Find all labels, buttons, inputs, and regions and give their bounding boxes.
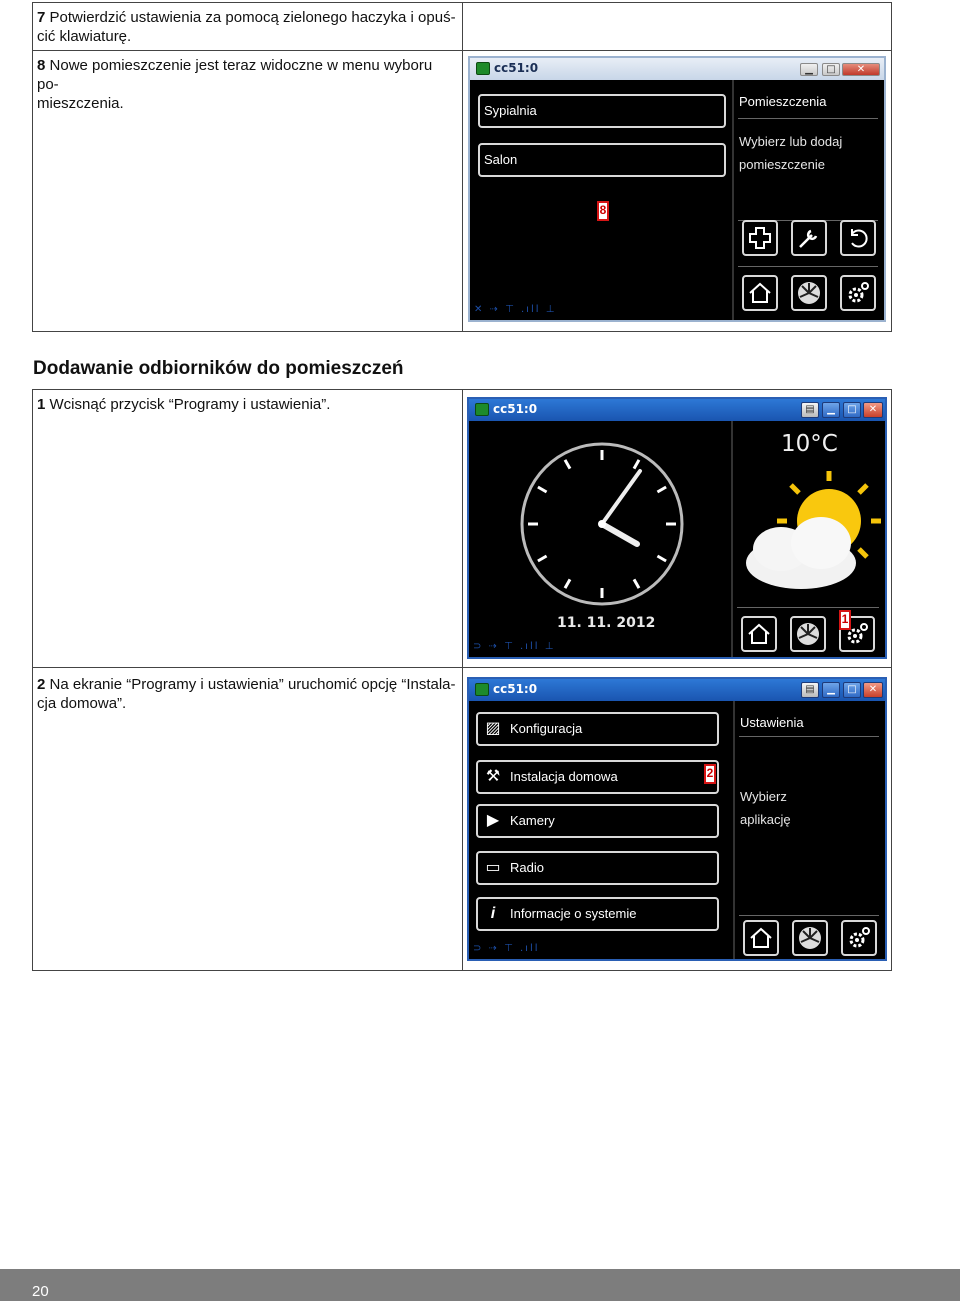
minimize-button[interactable]: ▁ [822, 682, 840, 698]
page-footer [0, 1269, 960, 1301]
clock-tick [538, 487, 547, 492]
settings-panel [733, 701, 885, 959]
info-icon: i [490, 905, 496, 922]
window-title: cc51:0 [493, 402, 538, 416]
menu-informacje-o-systemie[interactable]: i Informacje o systemie [476, 897, 719, 931]
divider [738, 118, 878, 119]
step-2-text: 2 Na ekranie “Programy i ustawienia” uruchomić opcję “Instala- cja domowa”. [37, 676, 456, 712]
divider [739, 915, 879, 916]
printer-icon[interactable]: ▤ [801, 402, 819, 418]
printer-icon[interactable]: ▤ [801, 682, 819, 698]
screen-settings [467, 677, 887, 961]
panel-text: Wybierz aplikację [740, 789, 791, 827]
page-number: 20 [32, 1283, 49, 1300]
panel-title: Pomieszczenia [739, 94, 827, 109]
divider [737, 607, 879, 608]
menu-radio[interactable]: ▭ Radio [476, 851, 719, 885]
maximize-button[interactable]: □ [843, 402, 861, 418]
menu-instalacja-domowa[interactable]: ⚒ Instalacja domowa [476, 760, 719, 794]
plus-icon[interactable] [742, 220, 778, 256]
clock-tick [657, 487, 666, 492]
section-heading: Dodawanie odbiorników do pomieszczeń [33, 358, 404, 379]
room-sypialnia[interactable]: Sypialnia [478, 94, 726, 128]
panel-text: Wybierz lub dodaj pomieszczenie [739, 134, 843, 172]
back-icon[interactable] [840, 220, 876, 256]
status-bar: ⊃ ⇢ ⊤ .ıll ⊥ [473, 641, 556, 652]
app-icon [475, 403, 489, 416]
room-salon[interactable]: Salon [478, 143, 726, 177]
rooms-panel [732, 80, 884, 320]
close-button[interactable]: ✕ [863, 682, 883, 698]
table-divider [462, 389, 463, 971]
clock-tick [634, 460, 639, 469]
maximize-button[interactable]: □ [843, 682, 861, 698]
clock-tick [538, 556, 547, 561]
app-icon [476, 62, 490, 75]
title-bar [469, 679, 885, 701]
wrench-icon: ⚒ [485, 768, 501, 785]
table-divider [462, 50, 463, 332]
step-1-text: 1 Wcisnąć przycisk “Programy i ustawienia”. [37, 396, 331, 413]
clock-tick [565, 579, 570, 588]
step-marker: 2 [704, 764, 716, 784]
close-button[interactable]: ✕ [842, 63, 880, 76]
divider [738, 266, 878, 267]
screen-rooms [468, 56, 886, 322]
config-icon: ▨ [485, 720, 501, 737]
temperature: 10°C [781, 431, 838, 457]
step-7-text: 7 Potwierdzić ustawienia za pomocą zielonego haczyka i opuś- cić klawiaturę. [37, 9, 456, 45]
weather-icon [741, 471, 881, 591]
divider [739, 736, 879, 737]
radio-icon: ▭ [485, 859, 501, 876]
app-icon [475, 683, 489, 696]
maximize-button[interactable]: □ [822, 63, 840, 76]
close-button[interactable]: ✕ [863, 402, 883, 418]
clock-tick [565, 460, 570, 469]
title-bar [470, 58, 884, 80]
menu-kamery[interactable]: ▶ Kamery [476, 804, 719, 838]
weather-panel [731, 421, 885, 657]
clock-date: 11. 11. 2012 [557, 615, 656, 631]
window-title: cc51:0 [493, 682, 538, 696]
step-8-text: 8 Nowe pomieszczenie jest teraz widoczne w menu wyboru po- mieszczenia. [37, 57, 433, 112]
panel-title: Ustawienia [740, 715, 804, 730]
table-divider [462, 2, 463, 50]
minimize-button[interactable]: ▁ [800, 63, 818, 76]
screen-home [467, 397, 887, 659]
status-bar: ⊃ ⇢ ⊤ .ıll [473, 943, 540, 954]
camera-icon: ▶ [486, 812, 500, 829]
status-bar: ✕ ⇢ ⊤ .ıll ⊥ [474, 304, 557, 315]
minimize-button[interactable]: ▁ [822, 402, 840, 418]
wrench-icon[interactable] [791, 220, 827, 256]
analog-clock [517, 439, 687, 609]
table-divider [32, 667, 892, 668]
clock-tick [634, 579, 639, 588]
step-marker: 8 [597, 201, 609, 221]
title-bar [469, 399, 885, 421]
window-title: cc51:0 [494, 61, 539, 75]
menu-konfiguracja[interactable]: ▨ Konfiguracja [476, 712, 719, 746]
clock-tick [657, 556, 666, 561]
step-marker: 1 [839, 610, 851, 630]
